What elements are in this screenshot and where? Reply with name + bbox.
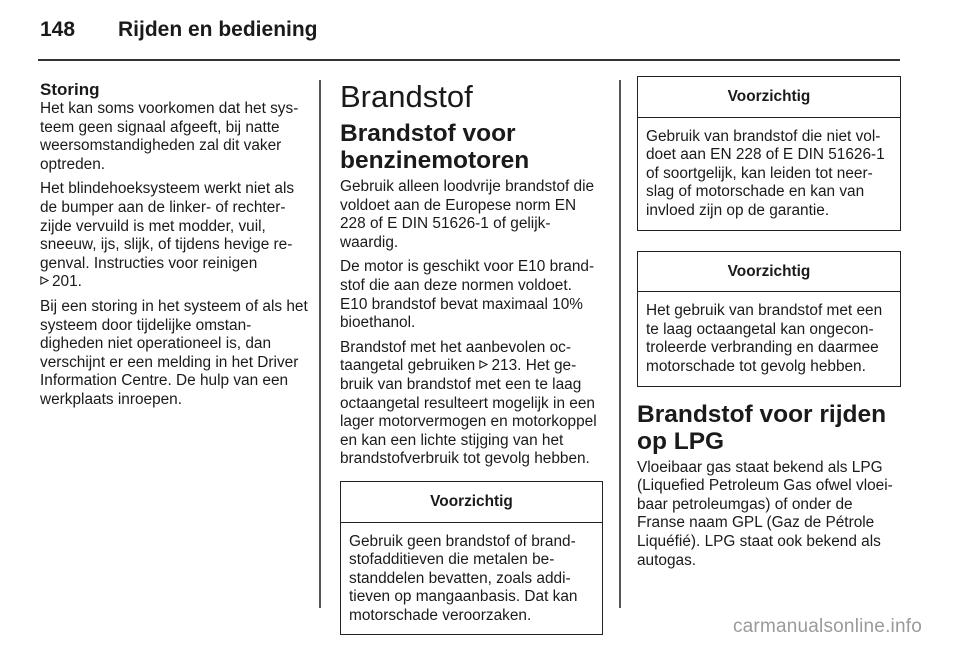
caution-text: Gebruik geen brandstof of brandstofadditieven die metalen bestanddelen bevatten, zoals additieven op mangaanbasis. Dat kan motorschade veroorzaken. — [349, 532, 578, 624]
paragraph: Het kan soms voorkomen dat het systeem geen signaal afgeeft, bij natte weersomstandigheden zal dit vaker optreden. — [40, 100, 299, 173]
caution-box — [637, 76, 901, 231]
caution-text: Het gebruik van brandstof met een te laag octaangetal kan ongecontroleerde verbranding en daarmee motorschade tot gevolg hebben. — [646, 302, 883, 375]
watermark: carmanualsonline.info — [732, 616, 922, 637]
arrow-right-icon — [40, 276, 49, 285]
paragraph — [340, 339, 603, 469]
section-heading: Brandstof voor benzinemotoren — [340, 120, 530, 174]
chapter-title: Brandstof — [340, 79, 473, 114]
column-1 — [40, 80, 308, 416]
paragraph: De motor is geschikt voor E10 brandstof die aan deze normen voldoet. E10 brandstof bevat maximaal 10% bioethanol. — [340, 258, 595, 332]
caution-title: Voorzichtig — [341, 482, 602, 523]
paragraph: Bij een storing in het systeem of als het systeem door tijdelijke omstandigheden niet operationeel is, dan verschijnt er een melding in het Driver Information Centre. De hulp van een werkplaats inroepen. — [40, 297, 308, 408]
caution-text: Gebruik van brandstof die niet voldoet aan EN 228 of E DIN 51626-1 of soortgelijk, kan leiden tot neerslag of motorschade en kan van invloed zijn op de garantie. — [646, 127, 885, 219]
paragraph: Vloeibaar gas staat bekend als LPG (Liquefied Petroleum Gas ofwel vloeibaar petroleumgas) of onder de Franse naam GPL (Gaz de Pétrole Liquéfié). LPG staat ook bekend als autogas. — [637, 458, 893, 569]
caution-box — [340, 481, 603, 636]
paragraph — [40, 180, 308, 292]
caution-title: Voorzichtig — [638, 252, 900, 293]
page-number: 148 — [40, 18, 76, 41]
column-divider — [619, 80, 621, 608]
paragraph-text: Brandstof met het aanbevolen octaangetal gebruiken — [340, 338, 572, 375]
page-header — [40, 18, 318, 48]
arrow-right-icon — [479, 360, 488, 369]
column-divider — [319, 80, 321, 608]
paragraph-text: Het gebruik van brandstof met een te laag octaangetal resulteert mogelijk in een lager motorvermogen en motorkoppel en kan een lichte stijging van het brandstofverbruik tot gevolg hebben. — [340, 357, 597, 468]
column-2 — [340, 80, 603, 647]
section-heading: Storing — [40, 80, 100, 99]
column-3 — [637, 64, 901, 576]
page-title: Rijden en bediening — [118, 18, 318, 41]
paragraph-text: Het blindehoeksysteem werkt niet als de bumper aan de linker- of rechterzijde vervuild is met modder, vuil, sneeuw, ijs, slijk, of tijdens hevige regenval. Instructies voor reinigen — [40, 180, 295, 272]
page-reference-link[interactable]: 201. — [52, 273, 82, 291]
paragraph: Gebruik alleen loodvrije brandstof die voldoet aan de Europese norm EN 228 of E DIN 51626-1 of gelijkwaardig. — [340, 178, 595, 251]
header-rule — [38, 59, 900, 61]
page-reference-link[interactable]: 213. — [491, 357, 522, 375]
caution-title: Voorzichtig — [638, 77, 900, 118]
section-heading: Brandstof voor rijden op LPG — [637, 400, 887, 455]
caution-box — [637, 251, 901, 387]
